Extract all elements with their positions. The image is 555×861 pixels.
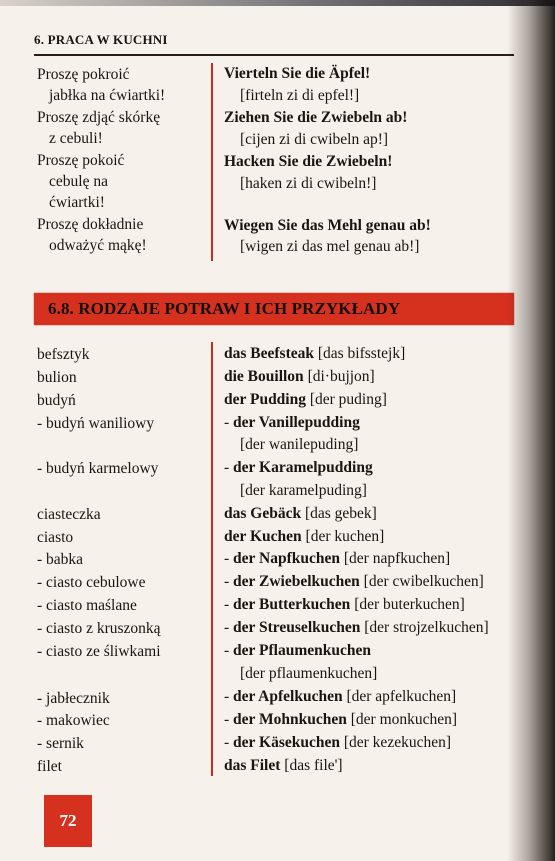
entry-de (224, 732, 451, 753)
entry-term: der Pflaumenkuchen (233, 642, 371, 659)
word-pl: - sernik (37, 735, 84, 752)
entry-de (224, 755, 343, 776)
entry-pronunciation: [das bifsstejk] (313, 345, 406, 362)
entry-pronunciation: [der wanilepuding] (240, 436, 359, 453)
word-pl: - jabłecznik (37, 690, 110, 707)
entry-prefix: - (224, 619, 234, 636)
column-divider-top (211, 63, 213, 261)
entry-term: der Streuselkuchen (233, 619, 361, 636)
entry-pronunciation: [der apfelkuchen] (342, 688, 457, 705)
entry-pronunciation: [der kezekuchen] (339, 734, 451, 751)
phrase-pl-line: Proszę zdjąć skórkę (37, 109, 161, 126)
column-divider-bottom (211, 342, 213, 776)
entry-pronunciation: [der pflaumenkuchen] (240, 665, 378, 682)
entry-pronunciation: [di·bujjon] (303, 368, 375, 385)
entry-de (224, 594, 465, 615)
entry-pronunciation: [das gebek] (301, 505, 377, 522)
entry-de (224, 343, 405, 364)
word-pl: befsztyk (37, 346, 90, 363)
entry-term: der Butterkuchen (233, 596, 351, 613)
entry-term: der Napfkuchen (233, 550, 340, 567)
phrase-pl-line: cebulę na (49, 173, 108, 190)
page-number: 72 (59, 811, 77, 830)
section-band (34, 293, 514, 325)
entry-term: der Käsekuchen (233, 734, 340, 751)
chapter-header: 6. PRACA W KUCHNI (34, 32, 168, 47)
word-pl: filet (37, 758, 62, 775)
phrase-pl-line: Proszę pokroić (37, 66, 130, 83)
page-top-edge (0, 0, 555, 6)
entry-prefix: - (224, 459, 234, 476)
word-pl: - makowiec (37, 712, 110, 729)
entry-de (224, 366, 375, 387)
phrase-de: Hacken Sie die Zwiebeln! (224, 153, 393, 170)
entry-pronunciation: [der monkuchen] (346, 711, 458, 728)
entry-term: die Bouillon (224, 368, 304, 385)
entry-pronunciation: [der strojzelkuchen] (360, 619, 489, 636)
entry-pronunciation: [der puding] (305, 391, 387, 408)
word-pl: - ciasto maślane (37, 597, 137, 614)
word-pl: - ciasto z kruszonką (37, 620, 161, 637)
entry-pronunciation: [der karamelpuding] (240, 482, 367, 499)
phrase-pronunciation: [firteln zi di epfel!] (240, 87, 360, 104)
entry-de (224, 686, 456, 707)
entry-prefix: - (224, 573, 234, 590)
entry-de-continued (240, 480, 367, 501)
phrase-pl-line: Proszę pokoić (37, 152, 125, 169)
phrase-pl-line: Proszę dokładnie (37, 216, 144, 233)
word-pl: budyń (37, 392, 76, 409)
book-spine-shadow (507, 0, 555, 861)
entry-pronunciation: [der buterkuchen] (350, 596, 465, 613)
phrase-de: Wiegen Sie das Mehl genau ab! (224, 217, 431, 234)
entry-de-continued (240, 663, 377, 684)
entry-de (224, 571, 484, 592)
phrase-pl-line: z cebuli! (49, 130, 103, 147)
entry-prefix: - (224, 596, 234, 613)
entry-term: der Apfelkuchen (233, 688, 343, 705)
chapter-rule (34, 54, 514, 56)
phrase-pl-line: ćwiartki! (49, 194, 105, 211)
entry-pronunciation: [der cwibelkuchen] (359, 573, 484, 590)
entry-pronunciation: [der napfkuchen] (340, 550, 451, 567)
phrase-de: Ziehen Sie die Zwiebeln ab! (224, 109, 408, 126)
entry-term: der Karamelpudding (233, 459, 373, 476)
page-number-box (44, 795, 92, 847)
entry-de-continued (240, 434, 358, 455)
entry-de (224, 709, 457, 730)
word-pl: - babka (37, 551, 84, 568)
phrase-pronunciation: [wigen zi das mel genau ab!] (240, 238, 420, 255)
entry-prefix: - (224, 414, 234, 431)
entry-term: der Kuchen (224, 528, 302, 545)
entry-term: das Beefsteak (224, 345, 314, 362)
entry-term: der Mohnkuchen (233, 711, 347, 728)
entry-prefix: - (224, 711, 234, 728)
entry-term: der Pudding (224, 391, 306, 408)
word-pl: - ciasto ze śliwkami (37, 643, 161, 660)
phrase-pl-line: jabłka na ćwiartki! (49, 87, 166, 104)
entry-de (224, 548, 450, 569)
entry-de (224, 389, 387, 410)
phrase-de: Vierteln Sie die Äpfel! (224, 65, 371, 82)
entry-de (224, 640, 371, 661)
phrase-pronunciation: [haken zi di cwibeln!] (240, 175, 377, 192)
entry-term: das Filet (224, 757, 281, 774)
entry-de (224, 412, 360, 433)
entry-de (224, 503, 377, 524)
word-pl: ciasteczka (37, 506, 101, 523)
entry-de (224, 457, 373, 478)
entry-de (224, 617, 489, 638)
entry-prefix: - (224, 550, 234, 567)
word-pl: - ciasto cebulowe (37, 574, 146, 591)
word-pl: bulion (37, 369, 77, 386)
entry-term: der Zwiebelkuchen (233, 573, 360, 590)
word-pl: - budyń waniliowy (37, 415, 155, 432)
phrase-pl-line: odważyć mąkę! (49, 237, 147, 254)
entry-pronunciation: [der kuchen] (301, 528, 385, 545)
section-title: 6.8. RODZAJE POTRAW I ICH PRZYKŁADY (48, 299, 401, 318)
entry-prefix: - (224, 642, 234, 659)
entry-de (224, 526, 384, 547)
phrase-pronunciation: [cijen zi di cwibeln ap!] (240, 131, 389, 148)
entry-term: der Vanillepudding (233, 414, 360, 431)
entry-pronunciation: [das file'] (280, 757, 343, 774)
word-pl: - budyń karmelowy (37, 460, 159, 477)
entry-prefix: - (224, 688, 234, 705)
word-pl: ciasto (37, 529, 74, 546)
entry-prefix: - (224, 734, 234, 751)
entry-term: das Gebäck (224, 505, 302, 522)
